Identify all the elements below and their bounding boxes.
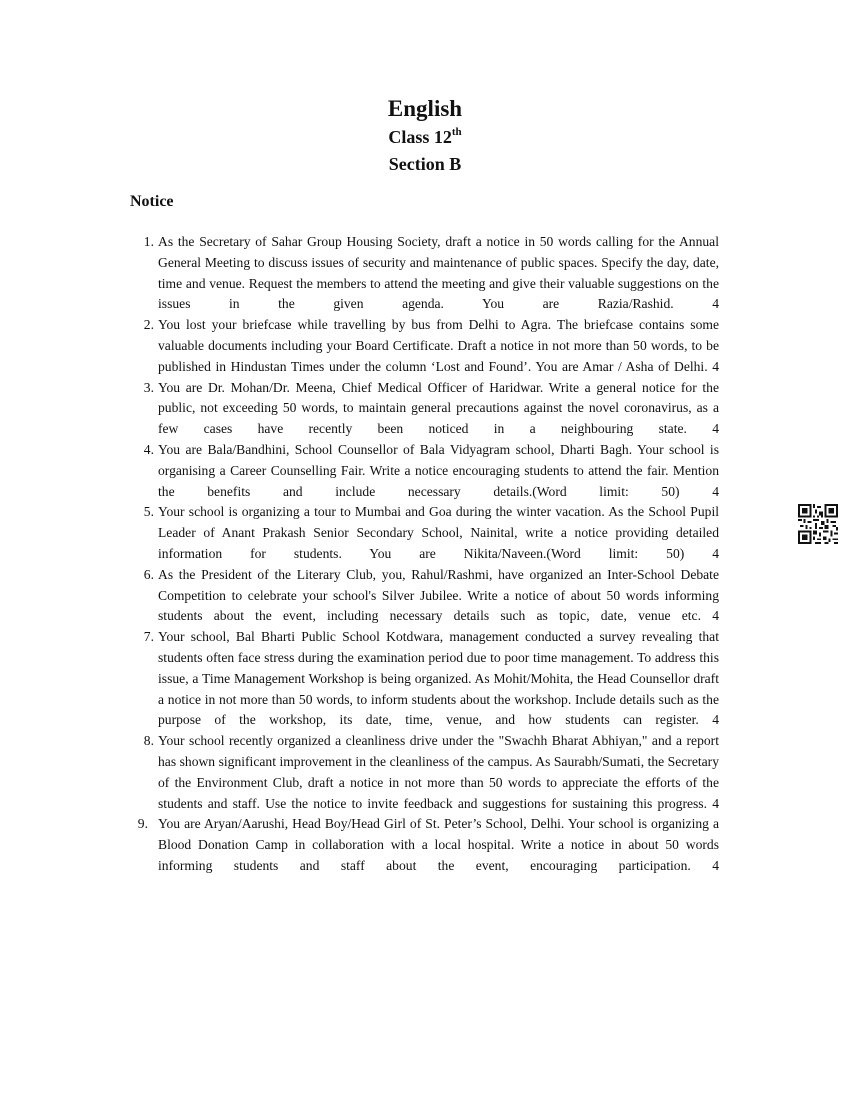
question-number: 4. [143, 441, 154, 457]
section-heading: Notice [130, 193, 174, 210]
question-marks: 4 [712, 712, 719, 728]
class-title [0, 124, 850, 151]
question-number: 2. [143, 317, 154, 333]
question-number: 8. [143, 733, 154, 749]
question-item [143, 502, 719, 564]
question-marks: 4 [712, 857, 720, 873]
question-item [143, 731, 719, 814]
question-marks: 4 [712, 296, 719, 312]
question-item [143, 565, 719, 627]
question-text: As the Secretary of Sahar Group Housing Society, draft a notice in 50 words calling for the Annual General Meeting to discuss issues of security and maintenance of public spaces. Specify the day, date, time and venue. Request the members to attend the meeting and give their valuable suggestions on the issues in the given agenda. You are Razia/Rashid. [158, 234, 719, 312]
class-label: Class 12 [388, 127, 452, 147]
question-item [143, 627, 719, 731]
question-marks: 4 [712, 421, 719, 437]
question-marks: 4 [712, 358, 719, 374]
question-text: Your school, Bal Bharti Public School Kotdwara, management conducted a survey revealing that students often face stress during the examination period due to poor time management. To address this issue, a Time Management Workshop is being organized. As Mohit/Mohita, the Head Counsellor draft a notice in not more than 50 words, to inform students about the workshop. Include details such as the purpose of the workshop, its date, time, venue, and how students can register. [158, 629, 719, 728]
question-number: 5. [143, 504, 154, 520]
question-marks: 4 [712, 483, 719, 499]
question-marks: 4 [712, 545, 719, 561]
question-text: Your school is organizing a tour to Mumbai and Goa during the winter vacation. As the School Pupil Leader of Anant Prakash Senior Secondary School, Nainital, write a notice providing detailed information for students. You are Nikita/Naveen.(Word limit: 50) [158, 504, 719, 561]
question-list [137, 232, 720, 877]
question-item [143, 440, 719, 502]
question-text: You are Dr. Mohan/Dr. Meena, Chief Medical Officer of Haridwar. Write a general notice for the public, not exceeding 50 words, to maintain general precautions against the novel coronavirus, as a few cases have recently been noticed in a neighbouring state. [158, 379, 719, 437]
question-number: 9. [137, 816, 148, 832]
question-text: You lost your briefcase while travelling by bus from Delhi to Agra. The briefcase contains some valuable documents including your Board Certificate. Draft a notice in not more than 50 words, to be published in Hindustan Times under the column ‘Lost and Found’. You are Amar / Asha of Delhi. [158, 317, 719, 374]
question-number: 6. [143, 566, 154, 582]
subject-title: English [387, 96, 463, 121]
question-number: 3. [143, 379, 154, 395]
question-item [143, 378, 719, 440]
question-item [137, 814, 720, 876]
qr-code [798, 504, 838, 544]
question-text: You are Bala/Bandhini, School Counsellor of Bala Vidyagram school, Dharti Bagh. Your school is organising a Career Counselling Fair. Write a notice encouraging students to attend the fair. Mention the benefits and include necessary details.(Word limit: 50) [158, 441, 719, 499]
class-suffix: th [451, 126, 462, 138]
document-header [0, 94, 850, 178]
question-item [143, 232, 719, 315]
question-marks: 4 [712, 608, 719, 624]
question-item [143, 315, 719, 377]
question-marks: 4 [712, 795, 719, 811]
question-text: Your school recently organized a cleanliness drive under the "Swachh Bharat Abhiyan," and a report has shown significant improvement in the cleanliness of the campus. As Saurabh/Sumati, the Secretary of the Environment Club, draft a notice in not more than 50 words to appreciate the efforts of the students and staff. Use the notice to invite feedback and suggestions for sustaining this progress. [158, 733, 719, 811]
question-text: You are Aryan/Aarushi, Head Boy/Head Girl of St. Peter’s School, Delhi. Your school is organizing a Blood Donation Camp in collaboration with a local hospital. Write a notice in about 50 words informing students and staff about the event, encouraging participation. [158, 816, 719, 873]
question-text: As the President of the Literary Club, you, Rahul/Rashmi, have organized an Inter-School Debate Competition to celebrate your school's Silver Jubilee. Write a notice of about 50 words informing students about the event, including necessary details such as topic, date, venue etc. [158, 566, 719, 624]
question-number: 1. [143, 234, 154, 249]
section-title: Section B [388, 154, 462, 174]
question-number: 7. [143, 629, 154, 645]
